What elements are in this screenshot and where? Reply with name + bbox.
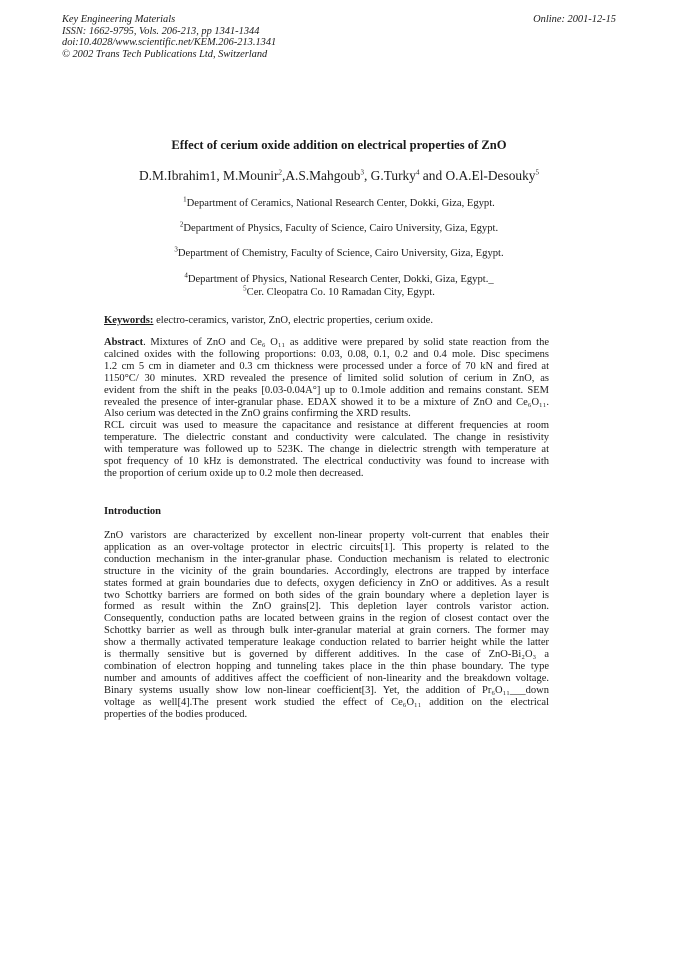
abstract-line: the proportion of cerium oxide up to 0.2 mole then decreased. — [104, 467, 364, 479]
intro-line: conduction mechanism in the inter-granular phase. Conduction mechanism is related to electronic — [104, 553, 549, 565]
section-heading-introduction: Introduction — [104, 506, 161, 517]
paper-title: Effect of cerium oxide addition on electrical properties of ZnO — [171, 138, 507, 152]
issn-line: ISSN: 1662-9795, Vols. 206-213, pp 1341-1344 — [62, 25, 260, 37]
intro-line: states formed at grain boundaries due to defects, oxygen deficiency in ZnO or additives. As a result — [104, 577, 549, 589]
abstract-line-text: . Mixtures of ZnO and Ce₆ O₁₁ as additive were prepared by solid state reaction from the — [143, 337, 549, 348]
intro-line: two Schottky barriers are formed on both sides of the grain boundary where a depletion layer is — [104, 589, 549, 601]
author-sup: 5 — [535, 168, 539, 177]
affiliation-5 — [0, 284, 678, 298]
keywords — [104, 315, 433, 326]
doi-line: doi:10.4028/www.scientific.net/KEM.206-213.1341 — [62, 37, 277, 49]
abstract-line: Also cerium was detected in the ZnO grains confirming the XRD results. — [104, 408, 411, 420]
affiliation-sup: 4 — [184, 271, 188, 280]
author-3: , G.Turky — [363, 168, 416, 183]
affiliation-text: Department of Chemistry, Faculty of Science, Cairo University, Giza, Egypt. — [177, 248, 504, 259]
keywords-text: electro-ceramics, varistor, ZnO, electric properties, cerium oxide. — [153, 315, 434, 326]
intro-line: structure in the vicinity of the grain boundaries. Accordingly, electrons are trapped by interface — [104, 565, 549, 577]
intro-line: Binary systems usually show low non-linear coefficient[3]. Yet, the addition of Pr₆O₁₁___down — [104, 684, 549, 696]
abstract — [104, 337, 549, 480]
intro-line: combination of electron hopping and tunneling takes place in the thin phase boundary. The type — [104, 660, 549, 672]
abstract-line: temperature. The dielectric constant and conductivity were calculated. The change in resistivity — [104, 432, 549, 444]
affiliation-2 — [0, 220, 678, 234]
affiliation-sup: 2 — [179, 220, 184, 229]
affiliation-3 — [0, 245, 678, 259]
intro-line: properties of the bodies produced. — [104, 708, 248, 720]
author-sup: 3 — [360, 168, 364, 177]
introduction-body — [104, 530, 549, 721]
affiliation-sup: 5 — [243, 284, 247, 293]
affiliation-sup: 1 — [183, 195, 187, 204]
abstract-label: Abstract — [104, 337, 144, 348]
journal-name: Key Engineering Materials — [62, 14, 176, 25]
intro-line: is thermally sensitive but is governed by different additives. In the case of ZnO-Bi₂O₃ a — [104, 649, 549, 661]
abstract-line: with temperature was followed up to 523K. The change in dielectric strength with temperature at — [104, 444, 549, 456]
author-sup: 2 — [278, 168, 282, 177]
abstract-line: 1.2 cm 5 cm in diameter and 0.3 cm thickness were processed under a force of 70 kN and fired at — [104, 360, 549, 372]
abstract-line: calcined oxides with the following proportions: 0.03, 0.08, 0.1, 0.2 and 0.4 mole. Disc specimens — [104, 348, 549, 360]
affiliation-text: Department of Physics, Faculty of Science, Cairo University, Giza, Egypt. — [183, 223, 499, 234]
author-list — [0, 168, 678, 184]
abstract-line — [104, 337, 549, 349]
abstract-line: 1150°C/ 30 minutes. XRD revealed the presence of limited solid solution of cerium in ZnO, as — [104, 372, 549, 384]
intro-line: application as an over-voltage protector in electric circuits[1]. This property is related to the — [104, 541, 549, 553]
keywords-label: Keywords: — [104, 315, 154, 326]
abstract-line: spot frequency of 10 kHz is demonstrated. The electrical conductivity was found to increase with — [104, 456, 549, 468]
affiliation-text: Cer. Cleopatra Co. 10 Ramadan City, Egypt. — [246, 287, 435, 298]
intro-line: show a thermally activated temperature leakage conduction related to barrier height while the latter — [104, 637, 549, 649]
abstract-line: revealed the presence of inter-granular phase. EDAX showed it to be a mixture of ZnO and Ce₆O₁₁. — [104, 396, 549, 408]
intro-line: voltage as well[4].The present work studied the effect of Ce₆O₁₁ addition on the electrical — [104, 696, 549, 708]
journal-header — [62, 14, 276, 60]
intro-line: ZnO varistors are characterized by excellent non-linear property volt-current that enables their — [104, 530, 549, 541]
copyright-line: © 2002 Trans Tech Publications Ltd, Switzerland — [62, 48, 268, 60]
abstract-line: RCL circuit was used to measure the capacitance and resistance at different frequencies at room — [104, 420, 549, 432]
affiliation-text: Department of Physics, National Research Center, Dokki, Giza, Egypt._ — [187, 274, 494, 285]
abstract-line: evident from the shift in the peaks [0.03-0.04A°] up to 0.1mole addition and remains constant. SEM — [104, 384, 549, 396]
intro-line: Schottky barrier as well as through bulk inter-granular material at grain corners. The former may — [104, 625, 549, 637]
author-2: ,A.S.Mahgoub — [281, 168, 361, 183]
author-sup: 4 — [415, 168, 420, 177]
author-1: D.M.Ibrahim1, M.Mounir — [139, 168, 279, 183]
intro-line: Consequently, conduction paths are located between grains in the region of closest contact over the — [104, 613, 549, 625]
affiliation-sup: 3 — [174, 245, 178, 254]
intro-line: number and amounts of additives affect the coefficient of non-linearity and the breakdown voltage. — [104, 672, 549, 684]
affiliation-text: Department of Ceramics, National Research Center, Dokki, Giza, Egypt. — [186, 198, 495, 209]
affiliation-4 — [0, 271, 678, 285]
intro-line: formed as result within the ZnO grains[2]. This depletion layer controls varistor action. — [104, 601, 549, 613]
online-date: Online: 2001-12-15 — [533, 14, 616, 25]
author-4: and O.A.El-Desouky — [419, 168, 536, 183]
affiliation-1 — [0, 195, 678, 209]
